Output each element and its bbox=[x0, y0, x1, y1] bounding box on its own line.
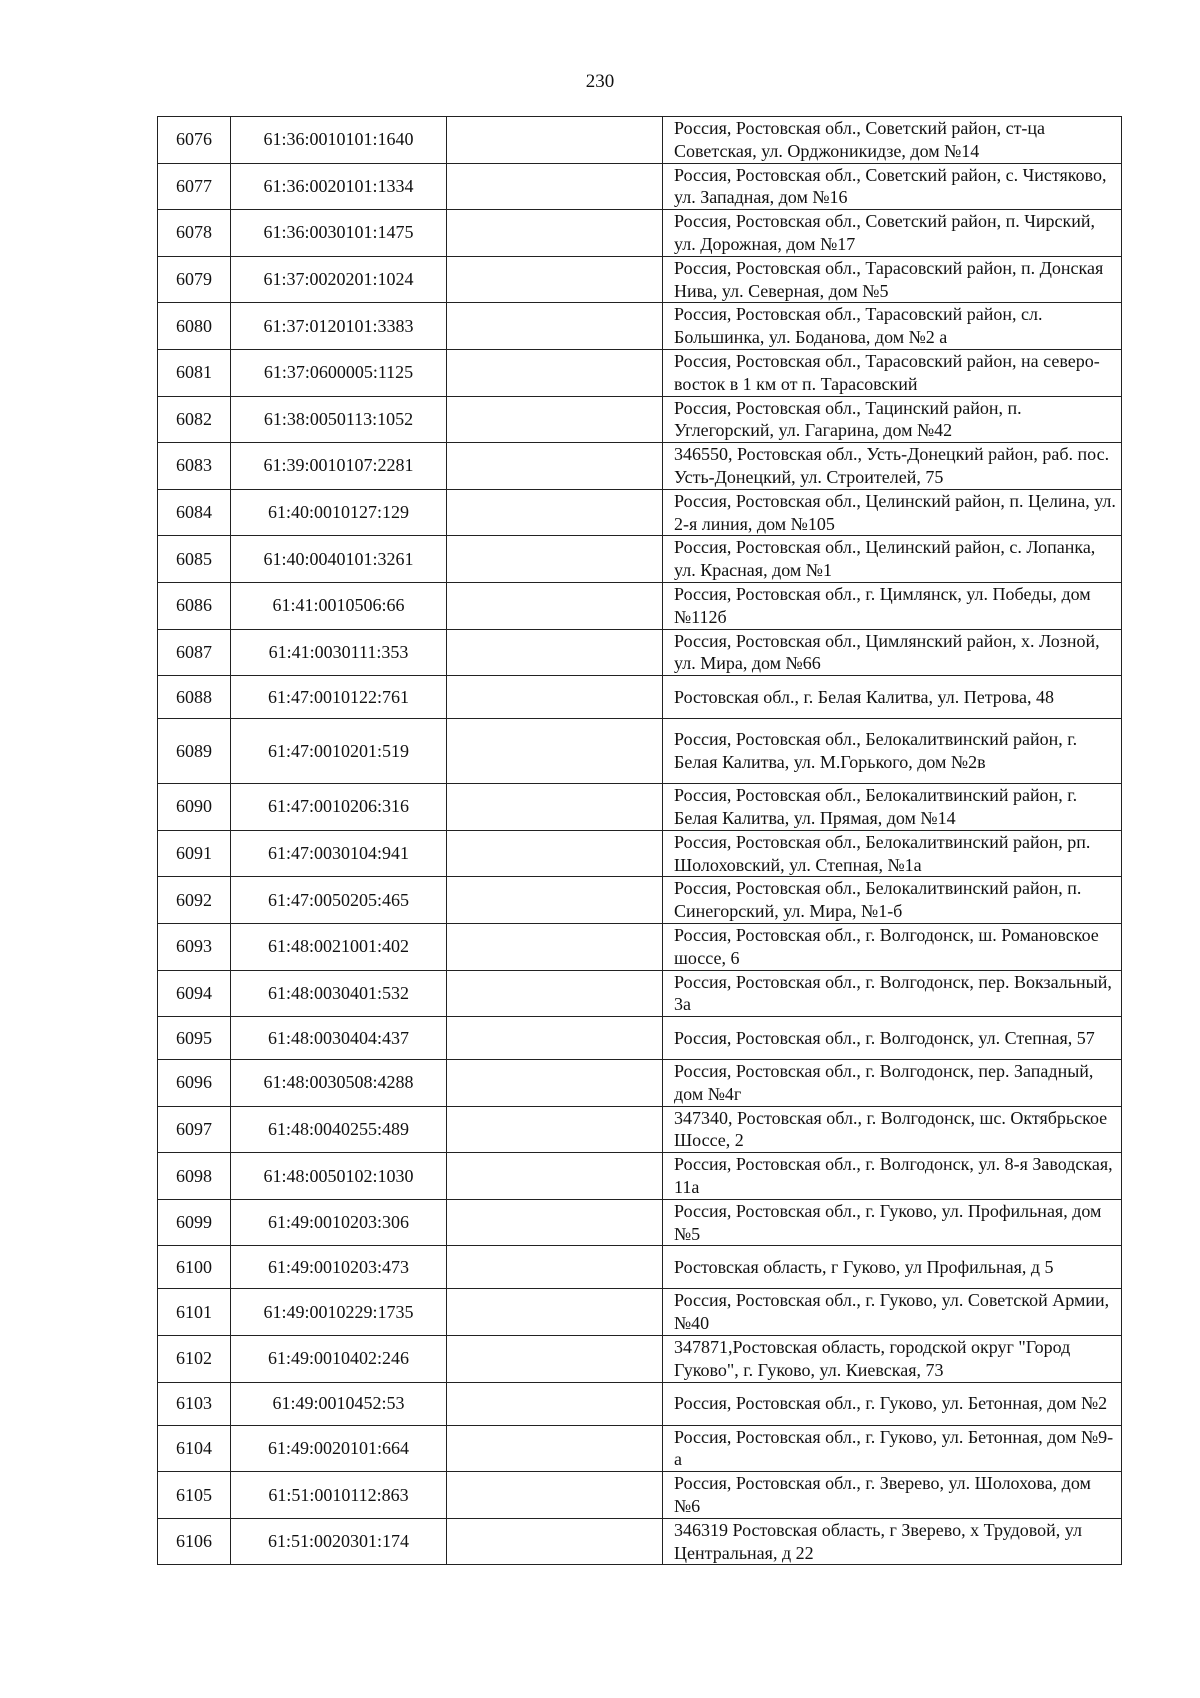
empty-cell bbox=[447, 1153, 663, 1200]
table-row bbox=[158, 676, 1122, 719]
row-number-cell: 6081 bbox=[158, 349, 231, 396]
table-row bbox=[158, 582, 1122, 629]
empty-cell bbox=[447, 349, 663, 396]
address-cell: Россия, Ростовская обл., г. Волгодонск, пер. Вокзальный, 3а bbox=[663, 970, 1122, 1017]
table-row bbox=[158, 1425, 1122, 1472]
cadastral-number-cell: 61:36:0010101:1640 bbox=[231, 117, 447, 164]
empty-cell bbox=[447, 256, 663, 303]
address-cell: 347871,Ростовская область, городской округ "Город Гуково", г. Гуково, ул. Киевская, 73 bbox=[663, 1336, 1122, 1383]
address-cell: Россия, Ростовская обл., Советский район, ст-ца Советская, ул. Орджоникидзе, дом №14 bbox=[663, 117, 1122, 164]
address-cell: Россия, Ростовская обл., Белокалитвинский район, г. Белая Калитва, ул. М.Горького, дом №2в bbox=[663, 719, 1122, 784]
empty-cell bbox=[447, 582, 663, 629]
row-number-cell: 6085 bbox=[158, 536, 231, 583]
table-row bbox=[158, 443, 1122, 490]
address-cell: Россия, Ростовская обл., г. Гуково, ул. Бетонная, дом №9-а bbox=[663, 1425, 1122, 1472]
address-cell: Россия, Ростовская обл., Белокалитвинский район, п. Синегорский, ул. Мира, №1-б bbox=[663, 877, 1122, 924]
row-number-cell: 6098 bbox=[158, 1153, 231, 1200]
table-row bbox=[158, 877, 1122, 924]
row-number-cell: 6083 bbox=[158, 443, 231, 490]
cadastral-number-cell: 61:49:0010402:246 bbox=[231, 1336, 447, 1383]
empty-cell bbox=[447, 443, 663, 490]
empty-cell bbox=[447, 536, 663, 583]
table-row bbox=[158, 489, 1122, 536]
table-row bbox=[158, 970, 1122, 1017]
address-cell: Россия, Ростовская обл., Тарасовский район, п. Донская Нива, ул. Северная, дом №5 bbox=[663, 256, 1122, 303]
address-cell: Россия, Ростовская обл., Советский район, п. Чирский, ул. Дорожная, дом №17 bbox=[663, 210, 1122, 257]
empty-cell bbox=[447, 877, 663, 924]
row-number-cell: 6082 bbox=[158, 396, 231, 443]
address-cell: 346319 Ростовская область, г Зверево, х Трудовой, ул Центральная, д 22 bbox=[663, 1518, 1122, 1565]
empty-cell bbox=[447, 970, 663, 1017]
row-number-cell: 6089 bbox=[158, 719, 231, 784]
empty-cell bbox=[447, 117, 663, 164]
table-row bbox=[158, 1336, 1122, 1383]
row-number-cell: 6105 bbox=[158, 1472, 231, 1519]
address-cell: Россия, Ростовская обл., Советский район, с. Чистяково, ул. Западная, дом №16 bbox=[663, 163, 1122, 210]
table-row bbox=[158, 1199, 1122, 1246]
registry-table-body bbox=[158, 117, 1122, 1565]
cadastral-number-cell: 61:48:0040255:489 bbox=[231, 1106, 447, 1153]
empty-cell bbox=[447, 1518, 663, 1565]
table-row bbox=[158, 256, 1122, 303]
cadastral-number-cell: 61:41:0030111:353 bbox=[231, 629, 447, 676]
address-cell: Россия, Ростовская обл., Белокалитвинский район, г. Белая Калитва, ул. Прямая, дом №14 bbox=[663, 784, 1122, 831]
row-number-cell: 6078 bbox=[158, 210, 231, 257]
row-number-cell: 6091 bbox=[158, 830, 231, 877]
cadastral-number-cell: 61:41:0010506:66 bbox=[231, 582, 447, 629]
row-number-cell: 6097 bbox=[158, 1106, 231, 1153]
address-cell: Россия, Ростовская обл., г. Волгодонск, ул. 8-я Заводская, 11а bbox=[663, 1153, 1122, 1200]
empty-cell bbox=[447, 1472, 663, 1519]
cadastral-number-cell: 61:38:0050113:1052 bbox=[231, 396, 447, 443]
empty-cell bbox=[447, 210, 663, 257]
address-cell: 347340, Ростовская обл., г. Волгодонск, шс. Октябрьское Шоссе, 2 bbox=[663, 1106, 1122, 1153]
address-cell: Россия, Ростовская обл., г. Гуково, ул. Советской Армии, №40 bbox=[663, 1289, 1122, 1336]
table-row bbox=[158, 210, 1122, 257]
empty-cell bbox=[447, 1199, 663, 1246]
empty-cell bbox=[447, 1106, 663, 1153]
cadastral-number-cell: 61:37:0600005:1125 bbox=[231, 349, 447, 396]
table-row bbox=[158, 1153, 1122, 1200]
cadastral-number-cell: 61:47:0030104:941 bbox=[231, 830, 447, 877]
cadastral-number-cell: 61:40:0040101:3261 bbox=[231, 536, 447, 583]
table-row bbox=[158, 629, 1122, 676]
page-number: 230 bbox=[585, 71, 615, 92]
address-cell: Россия, Ростовская обл., Целинский район, с. Лопанка, ул. Красная, дом №1 bbox=[663, 536, 1122, 583]
row-number-cell: 6088 bbox=[158, 676, 231, 719]
table-row bbox=[158, 1060, 1122, 1107]
address-cell: Россия, Ростовская обл., г. Волгодонск, ул. Степная, 57 bbox=[663, 1017, 1122, 1060]
empty-cell bbox=[447, 719, 663, 784]
row-number-cell: 6090 bbox=[158, 784, 231, 831]
registry-table bbox=[157, 116, 1122, 1565]
empty-cell bbox=[447, 396, 663, 443]
row-number-cell: 6092 bbox=[158, 877, 231, 924]
row-number-cell: 6102 bbox=[158, 1336, 231, 1383]
empty-cell bbox=[447, 923, 663, 970]
table-row bbox=[158, 396, 1122, 443]
empty-cell bbox=[447, 1060, 663, 1107]
address-cell: Россия, Ростовская обл., Тацинский район, п. Углегорский, ул. Гагарина, дом №42 bbox=[663, 396, 1122, 443]
empty-cell bbox=[447, 1336, 663, 1383]
cadastral-number-cell: 61:49:0010452:53 bbox=[231, 1382, 447, 1425]
cadastral-number-cell: 61:47:0010206:316 bbox=[231, 784, 447, 831]
address-cell: Россия, Ростовская обл., г. Гуково, ул. Профильная, дом №5 bbox=[663, 1199, 1122, 1246]
table-row bbox=[158, 349, 1122, 396]
empty-cell bbox=[447, 830, 663, 877]
table-row bbox=[158, 536, 1122, 583]
cadastral-number-cell: 61:49:0010203:306 bbox=[231, 1199, 447, 1246]
table-row bbox=[158, 719, 1122, 784]
row-number-cell: 6104 bbox=[158, 1425, 231, 1472]
row-number-cell: 6106 bbox=[158, 1518, 231, 1565]
address-cell: Ростовская область, г Гуково, ул Профильная, д 5 bbox=[663, 1246, 1122, 1289]
address-cell: Россия, Ростовская обл., Целинский район, п. Целина, ул. 2-я линия, дом №105 bbox=[663, 489, 1122, 536]
row-number-cell: 6080 bbox=[158, 303, 231, 350]
cadastral-number-cell: 61:47:0050205:465 bbox=[231, 877, 447, 924]
address-cell: Россия, Ростовская обл., Цимлянский район, х. Лозной, ул. Мира, дом №66 bbox=[663, 629, 1122, 676]
cadastral-number-cell: 61:51:0010112:863 bbox=[231, 1472, 447, 1519]
table-row bbox=[158, 1289, 1122, 1336]
row-number-cell: 6095 bbox=[158, 1017, 231, 1060]
cadastral-number-cell: 61:49:0010229:1735 bbox=[231, 1289, 447, 1336]
table-row bbox=[158, 163, 1122, 210]
empty-cell bbox=[447, 676, 663, 719]
address-cell: 346550, Ростовская обл., Усть-Донецкий район, раб. пос. Усть-Донецкий, ул. Строителей, 75 bbox=[663, 443, 1122, 490]
address-cell: Россия, Ростовская обл., Белокалитвинский район, рп. Шолоховский, ул. Степная, №1а bbox=[663, 830, 1122, 877]
empty-cell bbox=[447, 489, 663, 536]
table-row bbox=[158, 830, 1122, 877]
table-row bbox=[158, 1017, 1122, 1060]
cadastral-number-cell: 61:36:0020101:1334 bbox=[231, 163, 447, 210]
empty-cell bbox=[447, 1425, 663, 1472]
empty-cell bbox=[447, 1289, 663, 1336]
row-number-cell: 6096 bbox=[158, 1060, 231, 1107]
cadastral-number-cell: 61:49:0020101:664 bbox=[231, 1425, 447, 1472]
cadastral-number-cell: 61:51:0020301:174 bbox=[231, 1518, 447, 1565]
table-row bbox=[158, 303, 1122, 350]
table-row bbox=[158, 1382, 1122, 1425]
cadastral-number-cell: 61:48:0030404:437 bbox=[231, 1017, 447, 1060]
cadastral-number-cell: 61:48:0021001:402 bbox=[231, 923, 447, 970]
row-number-cell: 6094 bbox=[158, 970, 231, 1017]
table-row bbox=[158, 784, 1122, 831]
empty-cell bbox=[447, 1017, 663, 1060]
empty-cell bbox=[447, 1246, 663, 1289]
cadastral-number-cell: 61:48:0050102:1030 bbox=[231, 1153, 447, 1200]
row-number-cell: 6093 bbox=[158, 923, 231, 970]
cadastral-number-cell: 61:48:0030508:4288 bbox=[231, 1060, 447, 1107]
address-cell: Ростовская обл., г. Белая Калитва, ул. Петрова, 48 bbox=[663, 676, 1122, 719]
table-row bbox=[158, 117, 1122, 164]
row-number-cell: 6087 bbox=[158, 629, 231, 676]
row-number-cell: 6086 bbox=[158, 582, 231, 629]
empty-cell bbox=[447, 784, 663, 831]
row-number-cell: 6101 bbox=[158, 1289, 231, 1336]
cadastral-number-cell: 61:37:0020201:1024 bbox=[231, 256, 447, 303]
row-number-cell: 6099 bbox=[158, 1199, 231, 1246]
address-cell: Россия, Ростовская обл., г. Зверево, ул. Шолохова, дом №6 bbox=[663, 1472, 1122, 1519]
address-cell: Россия, Ростовская обл., г. Волгодонск, ш. Романовское шоссе, 6 bbox=[663, 923, 1122, 970]
empty-cell bbox=[447, 629, 663, 676]
address-cell: Россия, Ростовская обл., Тарасовский район, на северо-восток в 1 км от п. Тарасовский bbox=[663, 349, 1122, 396]
cadastral-number-cell: 61:48:0030401:532 bbox=[231, 970, 447, 1017]
row-number-cell: 6084 bbox=[158, 489, 231, 536]
cadastral-number-cell: 61:40:0010127:129 bbox=[231, 489, 447, 536]
cadastral-number-cell: 61:39:0010107:2281 bbox=[231, 443, 447, 490]
table-row bbox=[158, 1518, 1122, 1565]
address-cell: Россия, Ростовская обл., г. Цимлянск, ул. Победы, дом №112б bbox=[663, 582, 1122, 629]
address-cell: Россия, Ростовская обл., г. Гуково, ул. Бетонная, дом №2 bbox=[663, 1382, 1122, 1425]
row-number-cell: 6103 bbox=[158, 1382, 231, 1425]
row-number-cell: 6077 bbox=[158, 163, 231, 210]
cadastral-number-cell: 61:37:0120101:3383 bbox=[231, 303, 447, 350]
address-cell: Россия, Ростовская обл., г. Волгодонск, пер. Западный, дом №4г bbox=[663, 1060, 1122, 1107]
row-number-cell: 6100 bbox=[158, 1246, 231, 1289]
table-row bbox=[158, 1106, 1122, 1153]
empty-cell bbox=[447, 1382, 663, 1425]
cadastral-number-cell: 61:49:0010203:473 bbox=[231, 1246, 447, 1289]
table-row bbox=[158, 923, 1122, 970]
empty-cell bbox=[447, 163, 663, 210]
row-number-cell: 6079 bbox=[158, 256, 231, 303]
table-row bbox=[158, 1246, 1122, 1289]
cadastral-number-cell: 61:36:0030101:1475 bbox=[231, 210, 447, 257]
cadastral-number-cell: 61:47:0010201:519 bbox=[231, 719, 447, 784]
address-cell: Россия, Ростовская обл., Тарасовский район, сл. Большинка, ул. Боданова, дом №2 а bbox=[663, 303, 1122, 350]
cadastral-number-cell: 61:47:0010122:761 bbox=[231, 676, 447, 719]
row-number-cell: 6076 bbox=[158, 117, 231, 164]
table-row bbox=[158, 1472, 1122, 1519]
empty-cell bbox=[447, 303, 663, 350]
